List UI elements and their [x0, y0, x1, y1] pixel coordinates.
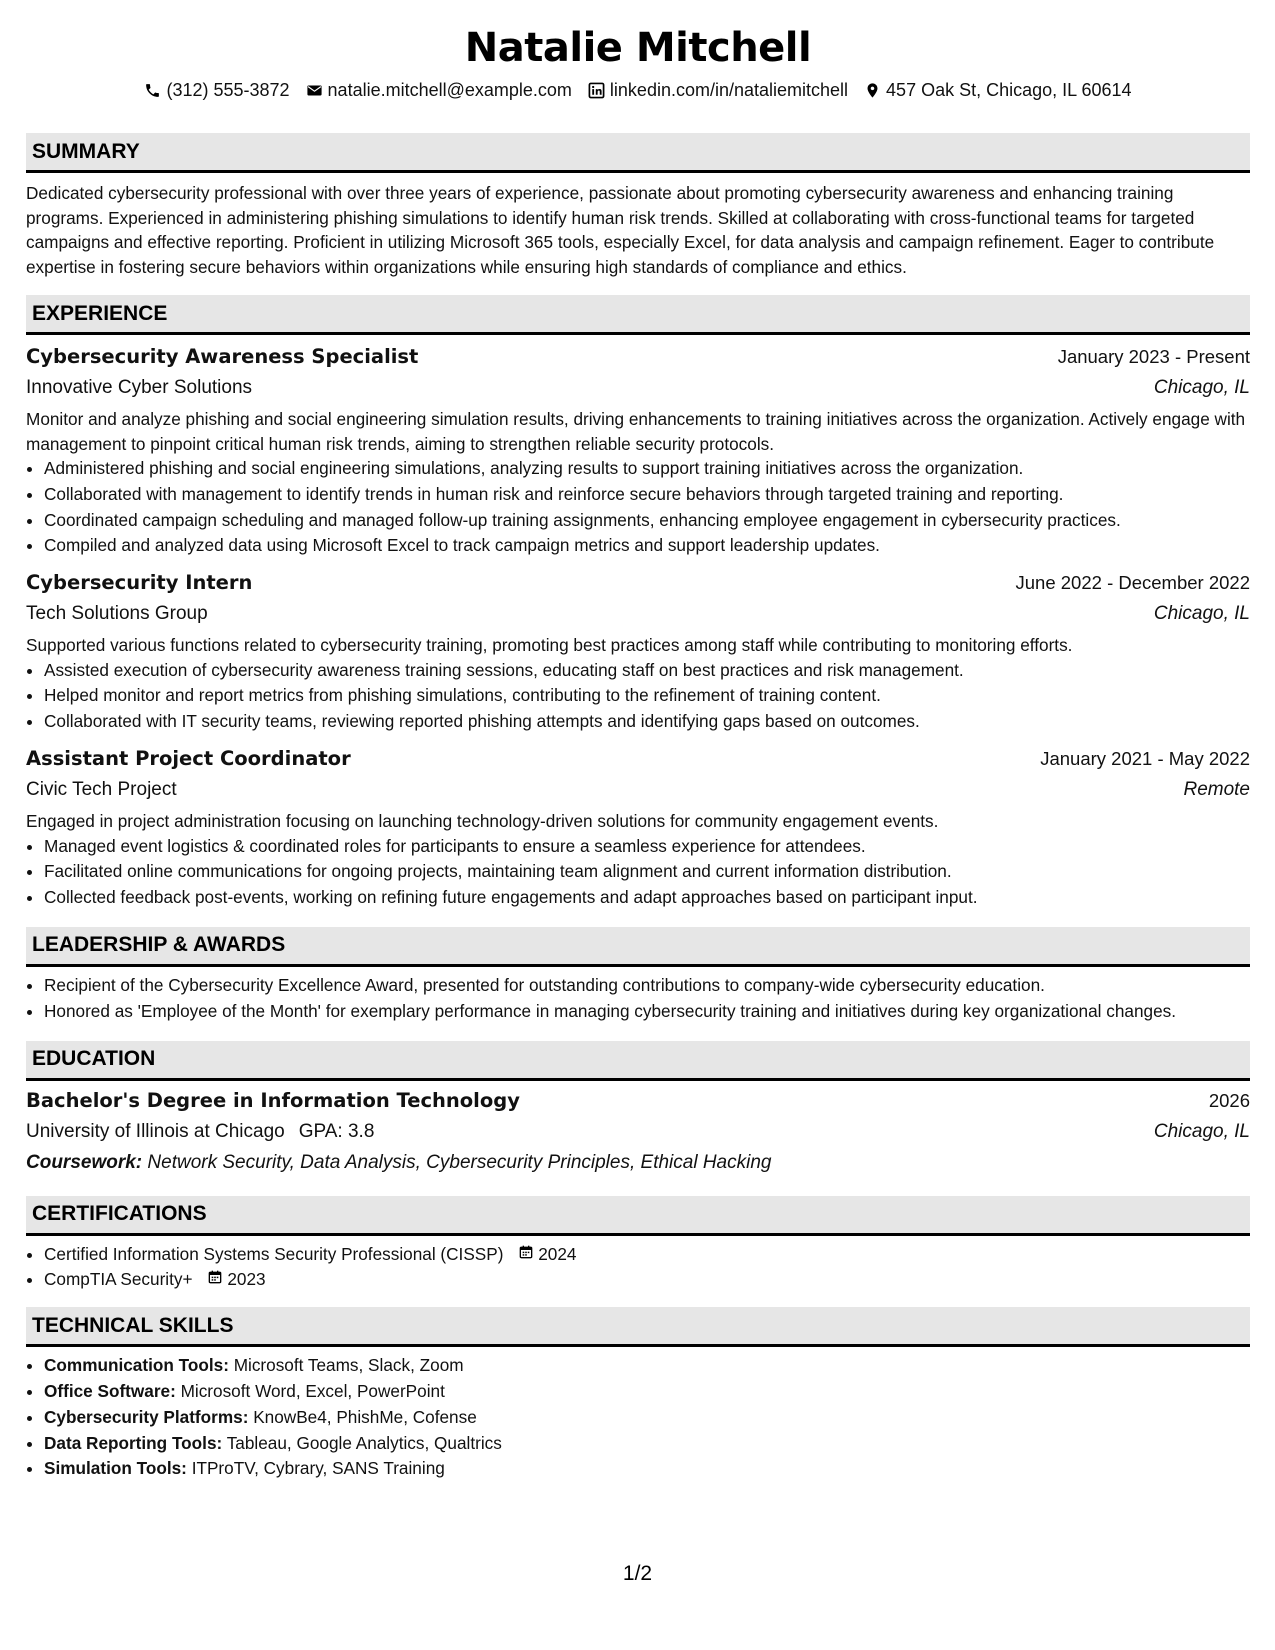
job-header	[26, 743, 1250, 774]
education-entry	[26, 1085, 1250, 1178]
email-link[interactable]: natalie.mitchell@example.com	[327, 79, 572, 100]
education-header	[26, 1085, 1250, 1116]
job-header	[26, 567, 1250, 598]
phone-icon	[144, 82, 161, 99]
job-entry	[26, 341, 1250, 559]
contact-address	[864, 80, 1132, 101]
coursework-line	[26, 1147, 1250, 1178]
job-bullets	[26, 456, 1250, 559]
job-subheader	[26, 774, 1250, 805]
job-entry	[26, 567, 1250, 735]
job-header	[26, 341, 1250, 372]
certifications-heading: CERTIFICATIONS	[26, 1196, 1250, 1236]
job-entry	[26, 743, 1250, 911]
certification-item	[44, 1242, 1250, 1268]
calendar-icon	[518, 1242, 534, 1268]
certification-name: Certified Information Systems Security Professional (CISSP)	[44, 1243, 504, 1264]
award-bullet: • Recipient of the Cybersecurity Excellence Award, presented for outstanding contributions to company-wide cybersecurity education.	[44, 973, 1250, 999]
skill-category: Simulation Tools:	[44, 1458, 187, 1479]
skill-item	[44, 1379, 1250, 1405]
skill-category: Communication Tools:	[44, 1355, 229, 1376]
map-marker-icon	[864, 82, 881, 99]
job-bullet: • Managed event logistics & coordinated roles for participants to ensure a seamless experience for attendees.	[44, 834, 1250, 860]
job-dates: January 2021 - May 2022	[1040, 748, 1250, 770]
skills-heading: TECHNICAL SKILLS	[26, 1307, 1250, 1347]
skill-category: Cybersecurity Platforms:	[44, 1406, 249, 1427]
job-description: Monitor and analyze phishing and social engineering simulation results, driving enhancements to training initiatives across the organization. Actively engage with management to pinpoint critical human risk trends, aiming to strengthen reliable security protocols.	[26, 409, 1246, 454]
job-bullet: • Helped monitor and report metrics from phishing simulations, contributing to the refinement of training content.	[44, 683, 1250, 709]
certification-year: 2024	[538, 1243, 577, 1264]
job-title: Assistant Project Coordinator	[26, 747, 351, 771]
skill-values: Tableau, Google Analytics, Qualtrics	[226, 1432, 502, 1453]
experience-heading: EXPERIENCE	[26, 295, 1250, 335]
company-name: Innovative Cyber Solutions	[26, 377, 253, 398]
school-location: Chicago, IL	[1153, 1120, 1250, 1142]
job-location: Chicago, IL	[1153, 603, 1250, 625]
job-bullet: • Assisted execution of cybersecurity awareness training sessions, educating staff on best practices and risk management.	[44, 658, 1250, 684]
certification-name: CompTIA Security+	[44, 1269, 193, 1290]
job-bullet: • Collected feedback post-events, working on refining future engagements and adapt approaches based on participant input.	[44, 885, 1250, 911]
contact-linkedin	[588, 80, 848, 101]
summary-text: Dedicated cybersecurity professional with over three years of experience, passionate about promoting cybersecurity awareness and enhancing training programs. Experienced in administering phishing simulations to identify human risk trends. Skilled at collaborating with cross-functional teams for targeted campaigns and effective reporting. Proficient in utilizing Microsoft 365 tools, especially Excel, for data analysis and campaign refinement. Eager to contribute expertise in fostering secure behaviors within organizations while ensuring high standards of compliance and ethics.	[26, 183, 1215, 277]
job-subheader	[26, 598, 1250, 629]
job-location: Remote	[1183, 779, 1250, 801]
skill-item	[44, 1353, 1250, 1379]
skill-category: Office Software:	[44, 1380, 176, 1401]
school-line	[26, 1116, 374, 1147]
phone-text[interactable]: (312) 555-3872	[166, 79, 290, 100]
degree-title: Bachelor's Degree in Information Technology	[26, 1088, 520, 1112]
skill-item	[44, 1431, 1250, 1457]
certification-date	[207, 1267, 265, 1293]
job-bullet: • Collaborated with management to identify trends in human risk and reinforce secure behaviors through targeted training and reporting.	[44, 482, 1250, 508]
skill-item	[44, 1456, 1250, 1482]
contact-email	[306, 80, 572, 101]
certification-year: 2023	[227, 1269, 266, 1290]
linkedin-link[interactable]: linkedin.com/in/nataliemitchell	[609, 79, 849, 100]
skills-list	[26, 1353, 1250, 1482]
job-bullet: • Facilitated online communications for ongoing projects, maintaining team alignment and current information distribution.	[44, 859, 1250, 885]
skill-values: Microsoft Word, Excel, PowerPoint	[180, 1380, 445, 1401]
award-bullet: • Honored as 'Employee of the Month' for exemplary performance in managing cybersecurity training and initiatives during key organizational changes.	[44, 999, 1250, 1025]
job-bullet: • Administered phishing and social engineering simulations, analyzing results to support training initiatives across the organization.	[44, 456, 1250, 482]
job-title: Cybersecurity Intern	[26, 571, 253, 595]
skill-values: KnowBe4, PhishMe, Cofense	[253, 1406, 477, 1427]
job-description: Supported various functions related to cybersecurity training, promoting best practices among staff while contributing to monitoring efforts.	[26, 635, 1073, 656]
calendar-icon	[207, 1267, 223, 1293]
job-bullet: • Compiled and analyzed data using Microsoft Excel to track campaign metrics and support leadership updates.	[44, 533, 1250, 559]
certification-date	[518, 1242, 576, 1268]
job-dates: January 2023 - Present	[1057, 346, 1250, 367]
education-heading: EDUCATION	[26, 1041, 1250, 1081]
envelope-icon	[306, 82, 323, 99]
skill-category: Data Reporting Tools:	[44, 1432, 223, 1453]
leadership-bullets	[26, 973, 1250, 1025]
leadership-heading: LEADERSHIP & AWARDS	[26, 927, 1250, 967]
certification-item	[44, 1267, 1250, 1293]
job-bullets	[26, 834, 1250, 911]
graduation-year: 2026	[1208, 1089, 1250, 1111]
contact-bar	[26, 77, 1250, 103]
job-bullets	[26, 658, 1250, 735]
coursework-label: Coursework:	[26, 1151, 143, 1173]
gpa: GPA: 3.8	[298, 1120, 375, 1142]
company-name: Civic Tech Project	[26, 779, 177, 801]
job-title: Cybersecurity Awareness Specialist	[26, 345, 419, 368]
page-number: 1/2	[622, 1562, 653, 1585]
resume-page	[26, 0, 1250, 1482]
skill-item	[44, 1405, 1250, 1431]
skill-values: Microsoft Teams, Slack, Zoom	[233, 1355, 464, 1376]
job-subheader	[26, 372, 1250, 403]
job-location: Chicago, IL	[1153, 377, 1250, 398]
job-dates: June 2022 - December 2022	[1015, 572, 1250, 594]
company-name: Tech Solutions Group	[26, 603, 208, 625]
coursework-list: Network Security, Data Analysis, Cybersecurity Principles, Ethical Hacking	[147, 1151, 772, 1173]
skill-values: ITProTV, Cybrary, SANS Training	[191, 1458, 445, 1479]
school-name: University of Illinois at Chicago	[26, 1120, 285, 1142]
certification-list	[26, 1242, 1250, 1294]
job-description: Engaged in project administration focusing on launching technology-driven solutions for community engagement events.	[26, 811, 939, 832]
contact-phone	[144, 80, 289, 101]
linkedin-icon	[588, 82, 605, 99]
address-text: 457 Oak St, Chicago, IL 60614	[886, 79, 1132, 100]
candidate-name: Natalie Mitchell	[464, 25, 812, 71]
summary-heading: SUMMARY	[26, 133, 1250, 173]
job-bullet: • Coordinated campaign scheduling and managed follow-up training assignments, enhancing employee engagement in cybersecurity practices.	[44, 508, 1250, 534]
education-subheader	[26, 1116, 1250, 1147]
job-bullet: • Collaborated with IT security teams, reviewing reported phishing attempts and identifying gaps based on outcomes.	[44, 709, 1250, 735]
